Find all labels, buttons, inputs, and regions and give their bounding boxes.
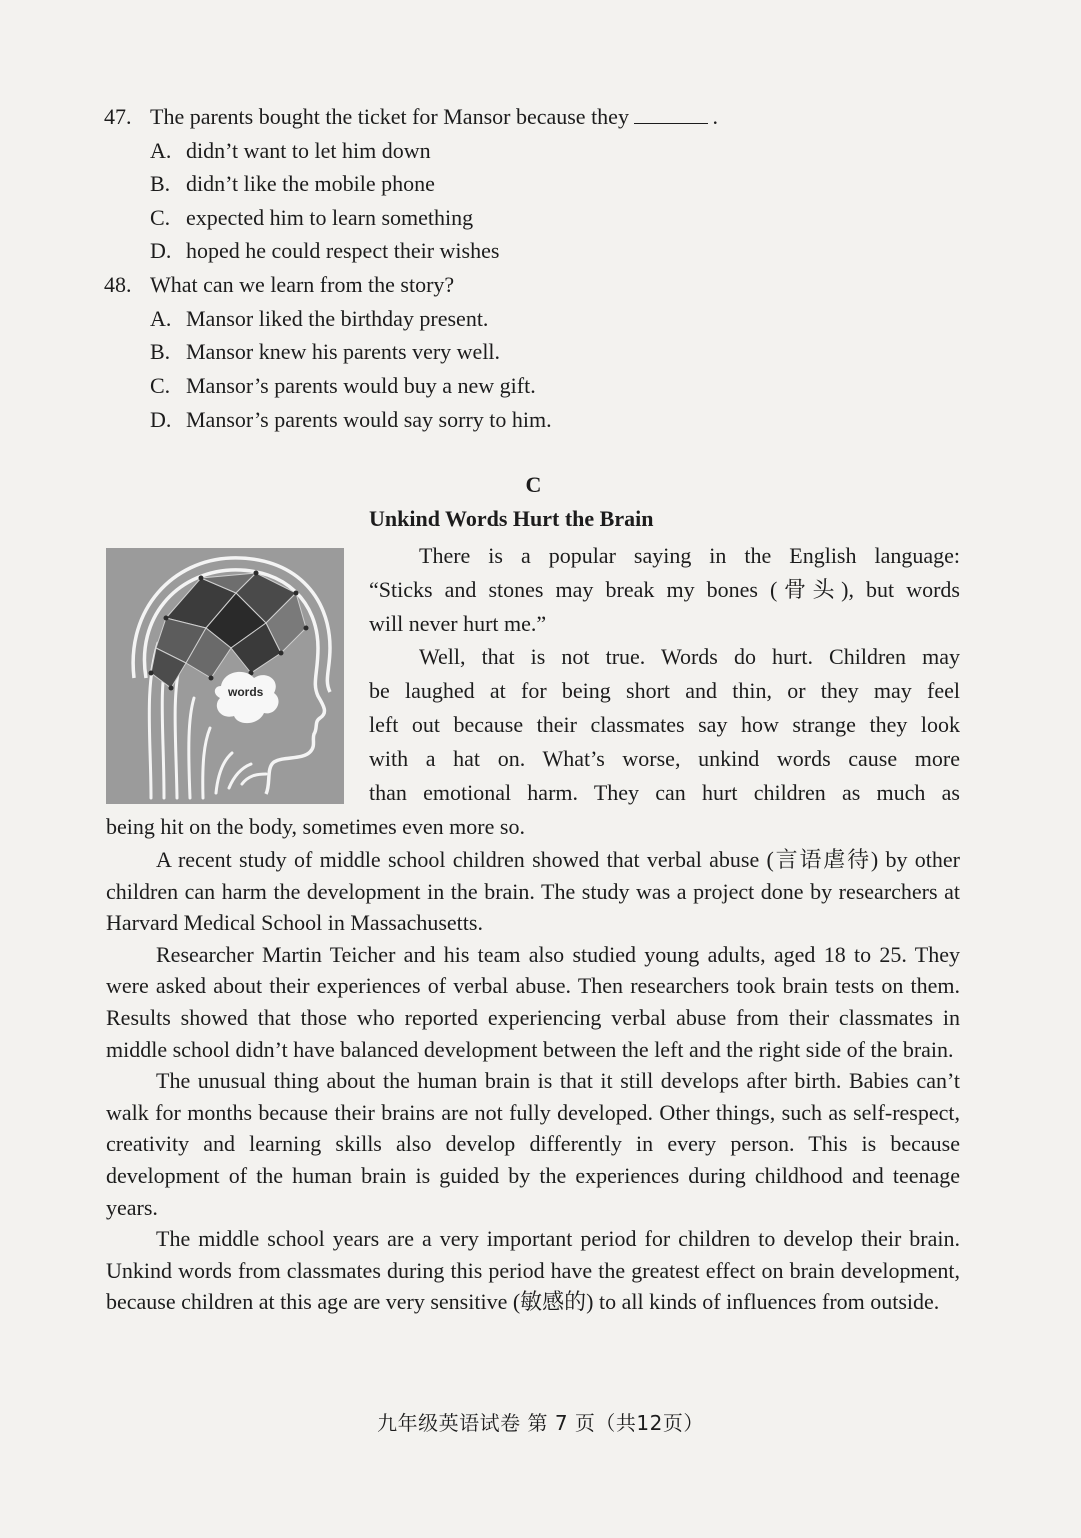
question-stem: The parents bought the ticket for Mansor because they [150,104,629,129]
text-line: left out because their classmates say how strange they look [369,711,960,737]
option-47c [150,201,473,235]
side-text [369,539,960,809]
paragraph: A recent study of middle school children showed that verbal abuse (言语虐待) by other children can harm the development in the brain. The study was a project done by researchers at Harvard Medical School in Massachusetts. [106,847,960,936]
question-number: 47. [104,104,132,129]
option-text: expected him to learn something [186,205,474,230]
paragraph: The unusual thing about the human brain is that it still develops after birth. Babies can’t walk for months because their brains are not fully developed. Other things, such as self-respect, creativity and learning skills also develop differently in every person. This is because development of the human brain is guided by the experiences during childhood and teenage years. [106,1068,960,1220]
section-letter: C [525,472,542,497]
option-48c [150,369,536,403]
paragraph-continuation: being hit on the body, sometimes even more so. [106,814,525,839]
text-line: than emotional harm. They can hurt children as much as [369,779,960,805]
question-stem: What can we learn from the story? [150,272,455,297]
option-letter: A. [150,138,172,163]
option-48d [150,403,552,437]
option-letter: A. [150,306,172,331]
option-letter: B. [150,171,171,196]
question-stem-end: . [712,104,718,129]
figure-label: words [228,685,264,699]
text-line: will never hurt me.” [369,610,547,636]
option-47a [150,134,431,168]
option-text: didn’t like the mobile phone [186,171,435,196]
passage-title: Unkind Words Hurt the Brain [369,506,654,531]
option-letter: C. [150,205,171,230]
option-letter: D. [150,407,172,432]
option-48a [150,302,488,336]
option-letter: C. [150,373,171,398]
text-line: There is a popular saying in the English language: [419,543,960,568]
head-brain-image [106,548,344,804]
text-line: “Sticks and stones may break my bones (骨头), but words [369,576,960,602]
option-48b [150,335,500,369]
option-text: didn’t want to let him down [186,138,431,163]
option-letter: B. [150,339,171,364]
text-line: be laughed at for being short and thin, or they may feel [369,678,960,704]
paragraph: The middle school years are a very important period for children to develop their brain. Unkind words from classmates during this period have the greatest effect on brain development, because children at this age are very sensitive (敏感的) to all kinds of influences from outside. [106,1226,960,1315]
option-text: Mansor knew his parents very well. [186,339,501,364]
answer-blank [634,105,708,124]
option-text: Mansor’s parents would buy a new gift. [186,373,536,398]
option-letter: D. [150,238,172,263]
question-number: 48. [104,272,132,297]
option-text: hoped he could respect their wishes [186,238,500,263]
question-48 [104,268,454,302]
question-47 [104,100,718,134]
option-47d [150,234,499,268]
body-text [106,809,960,1318]
text-line: with a hat on. What’s worse, unkind words cause more [369,745,960,771]
option-47b [150,167,435,201]
paragraph: Researcher Martin Teicher and his team also studied young adults, aged 18 to 25. They were asked about their experiences of verbal abuse. Then researchers took brain tests on them. Results showed that those who reported experiencing verbal abuse from their classmates in middle school didn’t have balanced development between the left and the right side of the brain. [106,941,960,1062]
option-text: Mansor liked the birthday present. [186,306,489,331]
head-illustration [106,548,344,804]
page-footer: 九年级英语试卷 第 7 页（共12页） [377,1411,704,1435]
option-text: Mansor’s parents would say sorry to him. [186,407,552,432]
text-line: Well, that is not true. Words do hurt. Children may [419,644,960,670]
